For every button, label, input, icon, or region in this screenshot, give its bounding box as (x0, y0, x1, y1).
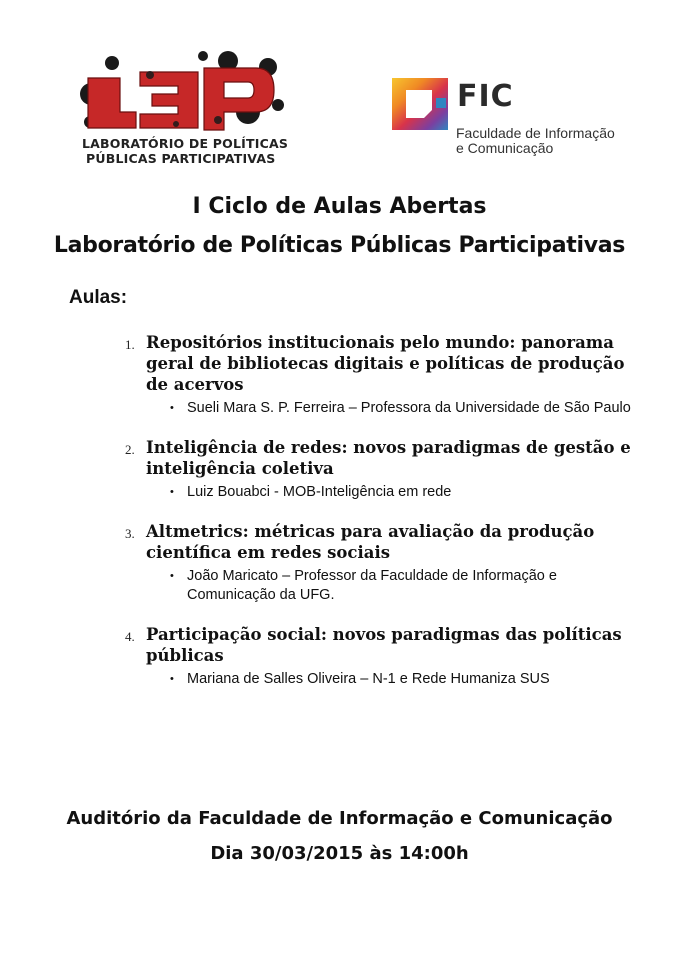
speaker-text: Mariana de Salles Oliveira – N-1 e Rede Humaniza SUS (187, 671, 550, 687)
lesson-item (117, 437, 637, 502)
lesson-item (117, 521, 637, 605)
lesson-number: 1. (125, 337, 135, 352)
section-label: Aulas: (69, 287, 128, 308)
bullet-icon: • (170, 402, 174, 414)
l3p-caption (82, 136, 292, 166)
event-subtitle: Laboratório de Políticas Públicas Participativas (53, 233, 626, 258)
lesson-title: Repositórios institucionais pelo mundo: panorama geral de bibliotecas digitais e políticas de produção de acervos (146, 333, 625, 394)
lesson-speaker (170, 670, 637, 689)
fic-subtitle (456, 126, 615, 156)
speaker-text: João Maricato – Professor da Faculdade de Informação e Comunicação da UFG. (187, 568, 557, 603)
lesson-title: Participação social: novos paradigmas das políticas públicas (146, 625, 622, 665)
fic-subtitle-line1: Faculdade de Informação (456, 125, 615, 141)
lesson-title: Inteligência de redes: novos paradigmas de gestão e inteligência coletiva (146, 438, 631, 478)
bullet-icon: • (170, 486, 174, 498)
speaker-text: Luiz Bouabci - MOB-Inteligência em rede (187, 484, 452, 500)
fic-title: FIC (457, 79, 514, 114)
speaker-text: Sueli Mara S. P. Ferreira – Professora da Universidade de São Paulo (187, 400, 631, 416)
bullet-icon: • (170, 570, 174, 582)
fic-logo-icon (392, 78, 452, 132)
l3p-caption-line1: LABORATÓRIO DE POLÍTICAS (82, 136, 289, 151)
bullet-icon: • (170, 673, 174, 685)
lesson-number: 4. (125, 629, 135, 644)
lesson-list (117, 332, 637, 708)
lesson-item (117, 624, 637, 689)
event-date: Dia 30/03/2015 às 14:00h (210, 843, 469, 864)
lesson-number: 2. (125, 442, 135, 457)
fic-subtitle-line2: e Comunicação (456, 140, 554, 156)
lesson-speaker (170, 483, 637, 502)
lesson-speaker (170, 567, 637, 605)
l3p-caption-line2: PÚBLICAS PARTICIPATIVAS (86, 151, 276, 166)
lesson-item (117, 332, 637, 418)
lesson-speaker (170, 399, 637, 418)
event-title: I Ciclo de Aulas Abertas (192, 194, 487, 219)
event-venue: Auditório da Faculdade de Informação e Comunicação (66, 808, 613, 829)
lesson-number: 3. (125, 526, 135, 541)
lesson-title: Altmetrics: métricas para avaliação da produção científica em redes sociais (146, 522, 595, 562)
